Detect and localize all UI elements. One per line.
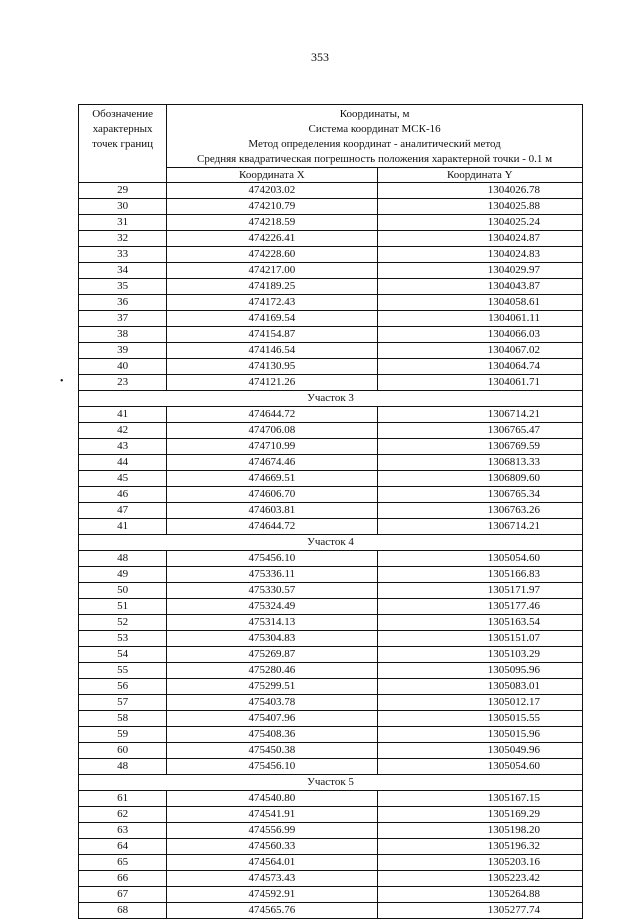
coord-y-cell: 1304025.24 bbox=[377, 215, 582, 231]
table-row bbox=[79, 295, 583, 311]
point-id-cell: 53 bbox=[79, 631, 167, 647]
coord-x-cell: 475269.87 bbox=[167, 647, 377, 663]
coord-y-cell: 1305015.96 bbox=[377, 727, 582, 743]
coord-y-cell: 1306809.60 bbox=[377, 471, 582, 487]
table-row bbox=[79, 455, 583, 471]
point-id-cell: 67 bbox=[79, 887, 167, 903]
table-row bbox=[79, 599, 583, 615]
table-row bbox=[79, 359, 583, 375]
coord-x-cell: 474565.76 bbox=[167, 903, 377, 919]
point-id-cell: 33 bbox=[79, 247, 167, 263]
coord-y-cell: 1305049.96 bbox=[377, 743, 582, 759]
header-row bbox=[79, 105, 583, 168]
point-id-cell: 36 bbox=[79, 295, 167, 311]
point-id-cell: 60 bbox=[79, 743, 167, 759]
coord-y-cell: 1305264.88 bbox=[377, 887, 582, 903]
coord-y-cell: 1305223.42 bbox=[377, 871, 582, 887]
table-row bbox=[79, 503, 583, 519]
coord-y-cell: 1304043.87 bbox=[377, 279, 582, 295]
coord-y-cell: 1305054.60 bbox=[377, 551, 582, 567]
section-row bbox=[79, 535, 583, 551]
col-y-header: Координата Y bbox=[377, 168, 582, 183]
table-row bbox=[79, 327, 583, 343]
coord-x-cell: 474189.25 bbox=[167, 279, 377, 295]
point-id-cell: 40 bbox=[79, 359, 167, 375]
point-id-cell: 35 bbox=[79, 279, 167, 295]
table-row bbox=[79, 231, 583, 247]
coord-x-cell: 474644.72 bbox=[167, 519, 377, 535]
coord-x-cell: 475407.96 bbox=[167, 711, 377, 727]
coord-y-cell: 1305177.46 bbox=[377, 599, 582, 615]
table-row bbox=[79, 215, 583, 231]
coord-y-cell: 1305171.97 bbox=[377, 583, 582, 599]
coord-y-cell: 1304024.87 bbox=[377, 231, 582, 247]
table-row bbox=[79, 759, 583, 775]
coord-x-cell: 474564.01 bbox=[167, 855, 377, 871]
coord-y-cell: 1304061.11 bbox=[377, 311, 582, 327]
coord-y-cell: 1306765.34 bbox=[377, 487, 582, 503]
table-row bbox=[79, 439, 583, 455]
header-left-line: точек границ bbox=[92, 138, 154, 150]
table-row bbox=[79, 807, 583, 823]
table-row bbox=[79, 199, 583, 215]
header-left-line: Обозначение bbox=[92, 108, 153, 120]
coord-y-cell: 1305166.83 bbox=[377, 567, 582, 583]
point-id-cell: 31 bbox=[79, 215, 167, 231]
point-id-cell: 23 bbox=[79, 375, 167, 391]
table-body bbox=[79, 183, 583, 919]
coord-y-cell: 1304025.88 bbox=[377, 199, 582, 215]
table-row bbox=[79, 183, 583, 199]
coord-x-cell: 475304.83 bbox=[167, 631, 377, 647]
coord-x-cell: 475299.51 bbox=[167, 679, 377, 695]
point-id-cell: 68 bbox=[79, 903, 167, 919]
coord-x-cell: 474218.59 bbox=[167, 215, 377, 231]
coord-x-cell: 474556.99 bbox=[167, 823, 377, 839]
table-row bbox=[79, 679, 583, 695]
coord-x-cell: 475450.38 bbox=[167, 743, 377, 759]
coord-x-cell: 475280.46 bbox=[167, 663, 377, 679]
coord-x-cell: 475403.78 bbox=[167, 695, 377, 711]
coord-x-cell: 475456.10 bbox=[167, 759, 377, 775]
coord-y-cell: 1305012.17 bbox=[377, 695, 582, 711]
coord-y-cell: 1306765.47 bbox=[377, 423, 582, 439]
coord-x-cell: 474203.02 bbox=[167, 183, 377, 199]
table-row bbox=[79, 311, 583, 327]
coord-x-cell: 474154.87 bbox=[167, 327, 377, 343]
point-id-cell: 48 bbox=[79, 551, 167, 567]
point-id-cell: 62 bbox=[79, 807, 167, 823]
coord-x-cell: 474669.51 bbox=[167, 471, 377, 487]
coord-x-cell: 475330.57 bbox=[167, 583, 377, 599]
point-id-cell: 59 bbox=[79, 727, 167, 743]
section-row bbox=[79, 775, 583, 791]
coord-y-cell: 1305015.55 bbox=[377, 711, 582, 727]
coord-y-cell: 1305095.96 bbox=[377, 663, 582, 679]
point-id-cell: 63 bbox=[79, 823, 167, 839]
table-row bbox=[79, 647, 583, 663]
coord-y-cell: 1306714.21 bbox=[377, 519, 582, 535]
coord-y-cell: 1304058.61 bbox=[377, 295, 582, 311]
header-right-line: Метод определения координат - аналитический метод bbox=[248, 138, 501, 150]
table-row bbox=[79, 551, 583, 567]
table-row bbox=[79, 567, 583, 583]
point-id-cell: 52 bbox=[79, 615, 167, 631]
point-id-cell: 57 bbox=[79, 695, 167, 711]
point-id-cell: 66 bbox=[79, 871, 167, 887]
table-row bbox=[79, 791, 583, 807]
point-id-cell: 49 bbox=[79, 567, 167, 583]
coord-y-cell: 1305169.29 bbox=[377, 807, 582, 823]
table-row bbox=[79, 343, 583, 359]
coord-x-cell: 474169.54 bbox=[167, 311, 377, 327]
coordinates-table bbox=[78, 104, 583, 919]
coord-x-cell: 474172.43 bbox=[167, 295, 377, 311]
table-row bbox=[79, 855, 583, 871]
coord-y-cell: 1304064.74 bbox=[377, 359, 582, 375]
header-left-line: характерных bbox=[92, 123, 153, 135]
coord-x-cell: 474706.08 bbox=[167, 423, 377, 439]
coord-y-cell: 1304067.02 bbox=[377, 343, 582, 359]
coord-y-cell: 1304026.78 bbox=[377, 183, 582, 199]
coord-x-cell: 474592.91 bbox=[167, 887, 377, 903]
coord-x-cell: 475336.11 bbox=[167, 567, 377, 583]
point-id-cell: 58 bbox=[79, 711, 167, 727]
point-id-cell: 46 bbox=[79, 487, 167, 503]
coord-x-cell: 475408.36 bbox=[167, 727, 377, 743]
header-right-line: Координаты, м bbox=[339, 108, 410, 120]
point-id-cell: 39 bbox=[79, 343, 167, 359]
coord-y-cell: 1305196.32 bbox=[377, 839, 582, 855]
table-row bbox=[79, 423, 583, 439]
coord-x-cell: 474228.60 bbox=[167, 247, 377, 263]
point-id-cell: 29 bbox=[79, 183, 167, 199]
coord-y-cell: 1304066.03 bbox=[377, 327, 582, 343]
coord-x-cell: 474541.91 bbox=[167, 807, 377, 823]
point-id-cell: 41 bbox=[79, 519, 167, 535]
coord-x-cell: 475456.10 bbox=[167, 551, 377, 567]
point-id-cell: 61 bbox=[79, 791, 167, 807]
coord-x-cell: 474146.54 bbox=[167, 343, 377, 359]
coord-y-cell: 1305163.54 bbox=[377, 615, 582, 631]
coord-y-cell: 1304061.71 bbox=[377, 375, 582, 391]
table-row bbox=[79, 631, 583, 647]
coord-y-cell: 1304024.83 bbox=[377, 247, 582, 263]
table-row bbox=[79, 711, 583, 727]
point-id-cell: 44 bbox=[79, 455, 167, 471]
coord-y-cell: 1306763.26 bbox=[377, 503, 582, 519]
point-id-cell: 65 bbox=[79, 855, 167, 871]
coord-x-cell: 474210.79 bbox=[167, 199, 377, 215]
point-id-cell: 42 bbox=[79, 423, 167, 439]
header-right-line: Система координат МСК-16 bbox=[308, 123, 441, 135]
point-id-cell: 43 bbox=[79, 439, 167, 455]
section-title: Участок 3 bbox=[79, 391, 583, 407]
table-row bbox=[79, 263, 583, 279]
point-id-cell: 56 bbox=[79, 679, 167, 695]
col-x-header: Координата X bbox=[167, 168, 377, 183]
table-row bbox=[79, 519, 583, 535]
coord-y-cell: 1305167.15 bbox=[377, 791, 582, 807]
table-row bbox=[79, 823, 583, 839]
coord-x-cell: 475324.49 bbox=[167, 599, 377, 615]
section-title: Участок 5 bbox=[79, 775, 583, 791]
point-id-cell: 51 bbox=[79, 599, 167, 615]
coord-x-cell: 474606.70 bbox=[167, 487, 377, 503]
coord-y-cell: 1304029.97 bbox=[377, 263, 582, 279]
point-id-cell: 50 bbox=[79, 583, 167, 599]
point-id-cell: 30 bbox=[79, 199, 167, 215]
table-row bbox=[79, 375, 583, 391]
point-id-cell: 64 bbox=[79, 839, 167, 855]
coord-y-cell: 1306714.21 bbox=[377, 407, 582, 423]
coord-y-cell: 1305151.07 bbox=[377, 631, 582, 647]
table-row bbox=[79, 487, 583, 503]
coord-x-cell: 474573.43 bbox=[167, 871, 377, 887]
point-id-cell: 48 bbox=[79, 759, 167, 775]
table-row bbox=[79, 871, 583, 887]
point-id-cell: 47 bbox=[79, 503, 167, 519]
coord-y-cell: 1305198.20 bbox=[377, 823, 582, 839]
point-id-cell: 41 bbox=[79, 407, 167, 423]
point-id-cell: 45 bbox=[79, 471, 167, 487]
coord-y-cell: 1305277.74 bbox=[377, 903, 582, 919]
coord-x-cell: 474603.81 bbox=[167, 503, 377, 519]
coord-x-cell: 474674.46 bbox=[167, 455, 377, 471]
coord-y-cell: 1306813.33 bbox=[377, 455, 582, 471]
coord-y-cell: 1305103.29 bbox=[377, 647, 582, 663]
coord-y-cell: 1305083.01 bbox=[377, 679, 582, 695]
table-row bbox=[79, 279, 583, 295]
coord-x-cell: 474540.80 bbox=[167, 791, 377, 807]
point-id-cell: 37 bbox=[79, 311, 167, 327]
coord-x-cell: 474217.00 bbox=[167, 263, 377, 279]
table-row bbox=[79, 247, 583, 263]
stray-mark: • bbox=[60, 376, 64, 387]
page-number: 353 bbox=[311, 50, 329, 64]
coord-x-cell: 474121.26 bbox=[167, 375, 377, 391]
table-row bbox=[79, 743, 583, 759]
point-id-cell: 54 bbox=[79, 647, 167, 663]
coord-y-cell: 1306769.59 bbox=[377, 439, 582, 455]
table-row bbox=[79, 887, 583, 903]
coord-x-cell: 474710.99 bbox=[167, 439, 377, 455]
point-id-cell: 34 bbox=[79, 263, 167, 279]
coord-x-cell: 474560.33 bbox=[167, 839, 377, 855]
section-title: Участок 4 bbox=[79, 535, 583, 551]
point-id-cell: 38 bbox=[79, 327, 167, 343]
section-row bbox=[79, 391, 583, 407]
table-row bbox=[79, 663, 583, 679]
table-row bbox=[79, 727, 583, 743]
coord-x-cell: 475314.13 bbox=[167, 615, 377, 631]
header-right-line: Средняя квадратическая погрешность положения характерной точки - 0.1 м bbox=[197, 153, 553, 165]
table-row bbox=[79, 583, 583, 599]
table-row bbox=[79, 615, 583, 631]
table-row bbox=[79, 839, 583, 855]
table-row bbox=[79, 471, 583, 487]
coord-x-cell: 474226.41 bbox=[167, 231, 377, 247]
coord-y-cell: 1305203.16 bbox=[377, 855, 582, 871]
table-row bbox=[79, 407, 583, 423]
point-label-header bbox=[79, 105, 167, 183]
coord-x-cell: 474130.95 bbox=[167, 359, 377, 375]
coordinates-header bbox=[167, 105, 583, 168]
point-id-cell: 32 bbox=[79, 231, 167, 247]
table-row bbox=[79, 695, 583, 711]
coord-x-cell: 474644.72 bbox=[167, 407, 377, 423]
point-id-cell: 55 bbox=[79, 663, 167, 679]
coord-y-cell: 1305054.60 bbox=[377, 759, 582, 775]
